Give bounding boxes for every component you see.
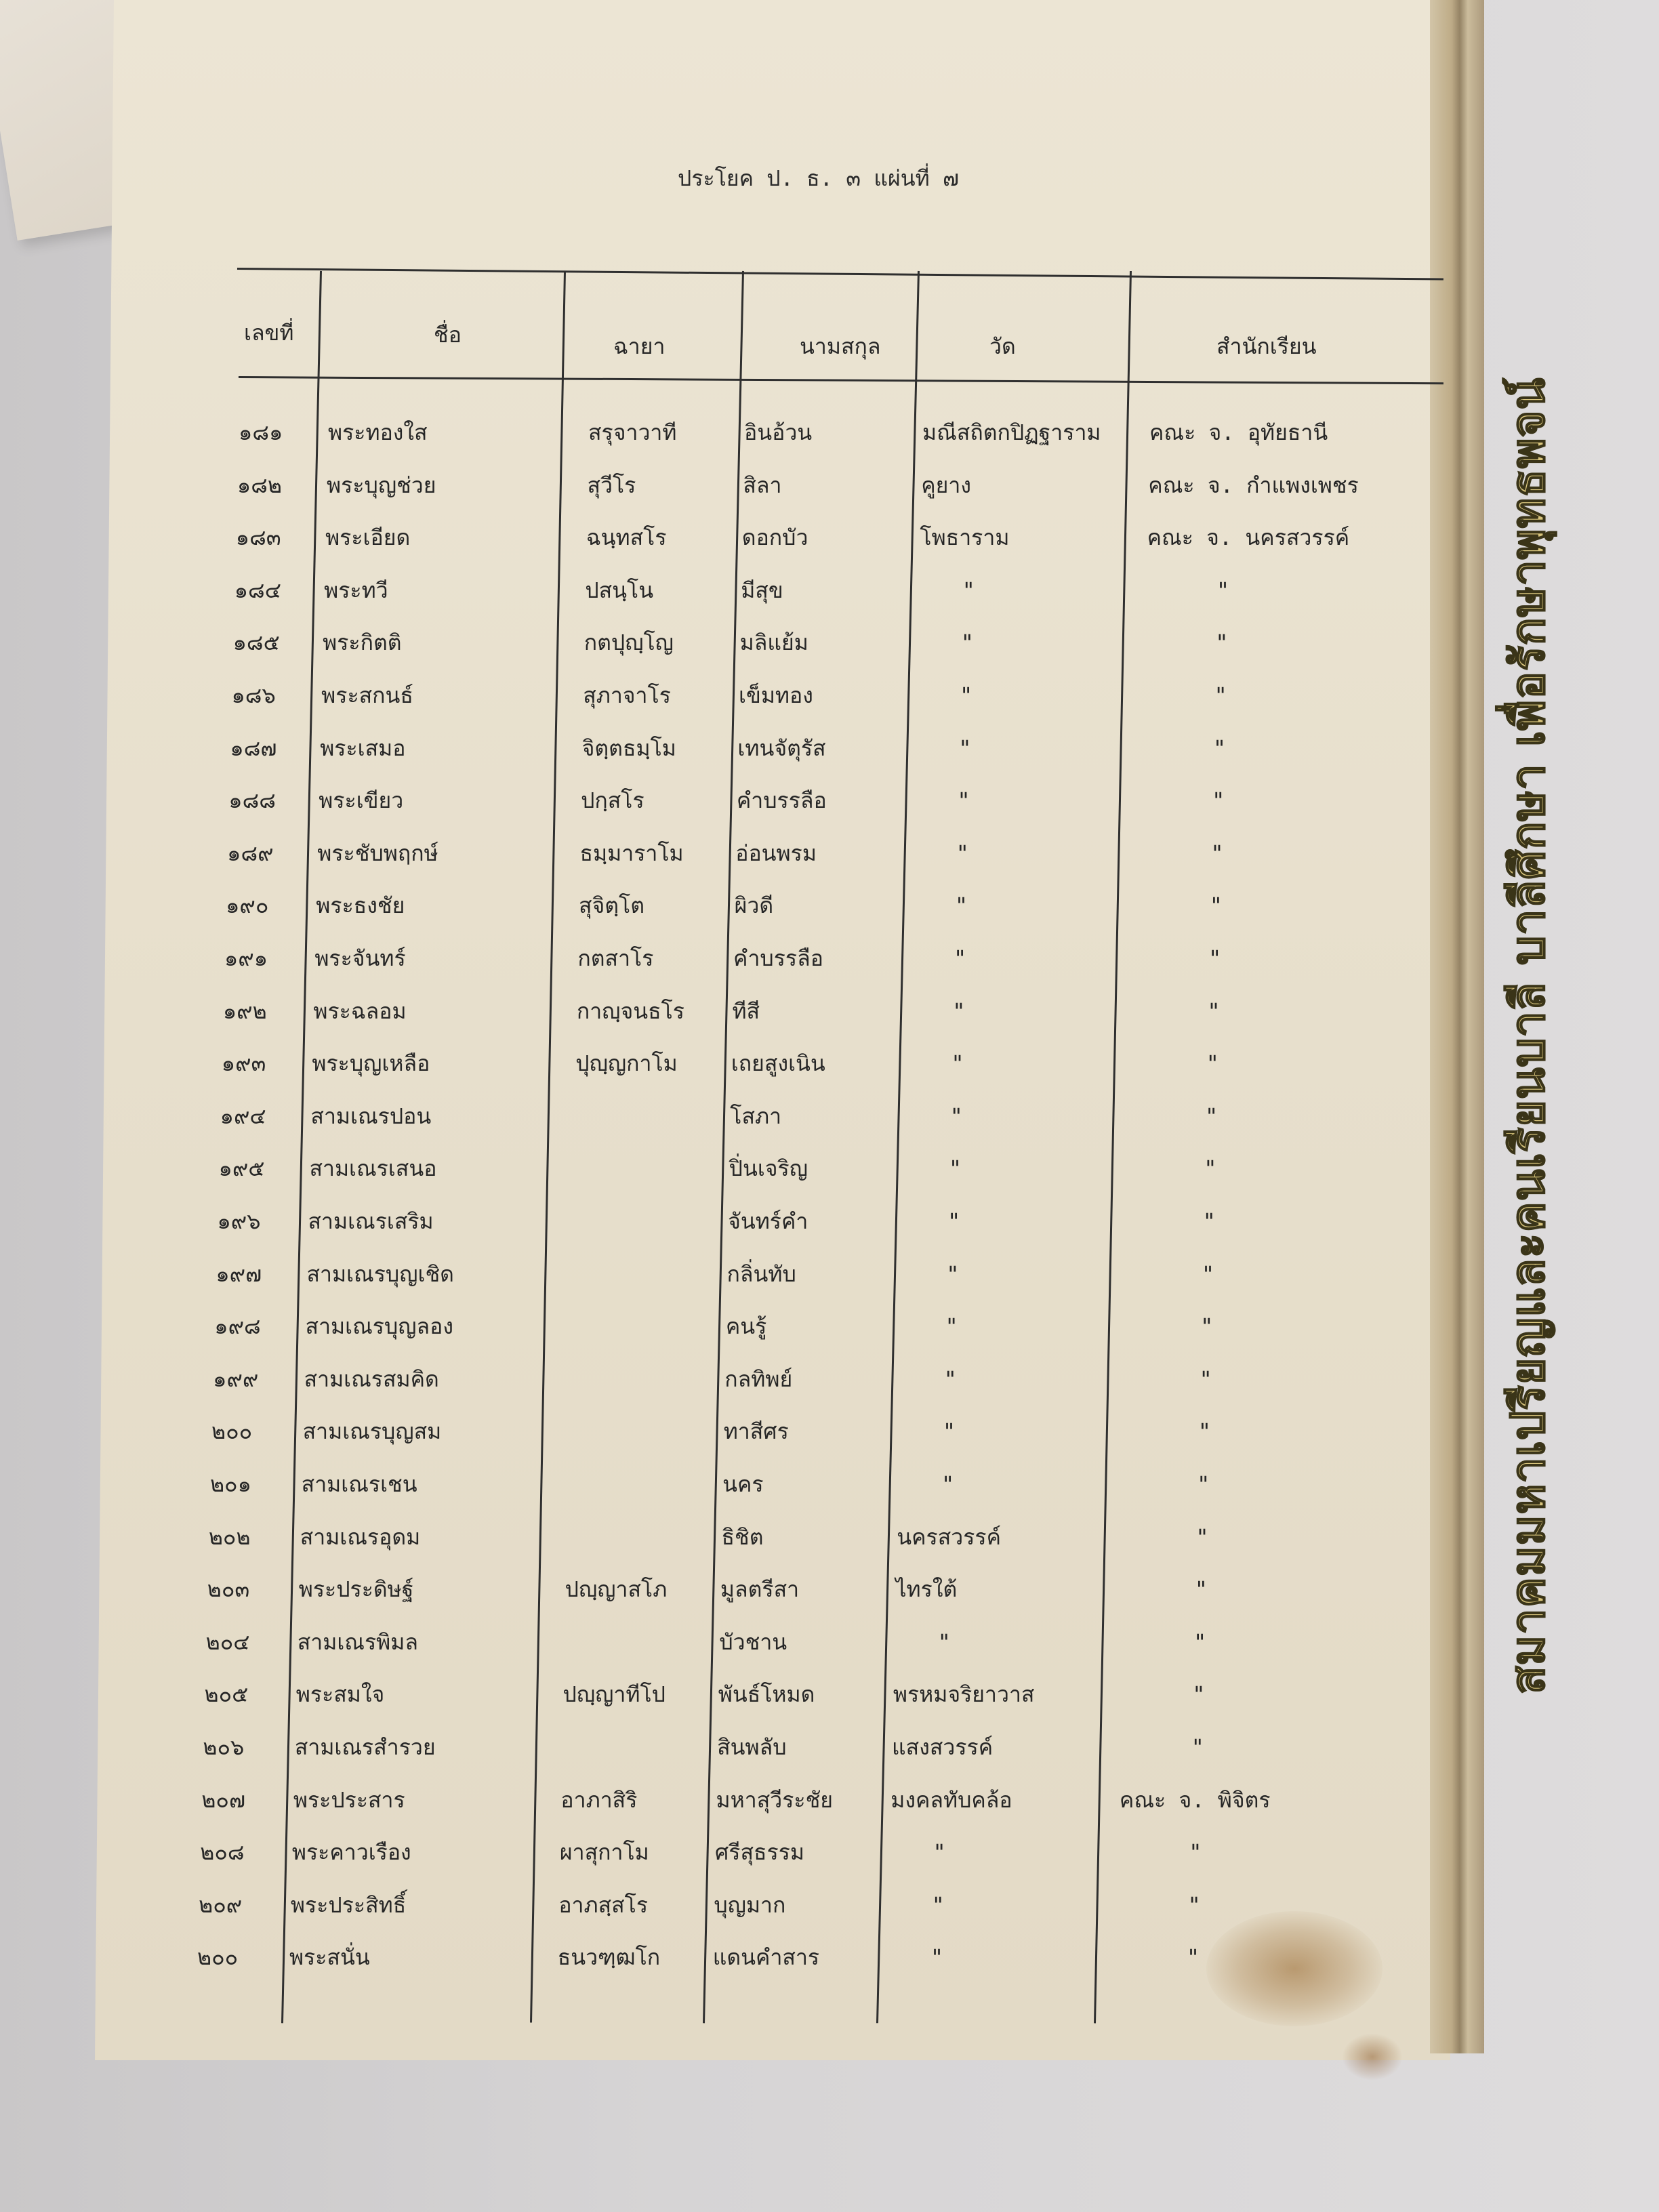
ditto-mark: " bbox=[1197, 1418, 1212, 1445]
ditto-mark: " bbox=[952, 998, 966, 1024]
column-header-dharma-name: ฉายา bbox=[613, 333, 665, 359]
ditto-mark: " bbox=[933, 1839, 946, 1866]
column-header-school: สำนักเรียน bbox=[1216, 333, 1317, 359]
table-cell-name: พระทองใส bbox=[328, 419, 428, 445]
table-cell-dharma-name: กตสาโร bbox=[577, 945, 654, 971]
ditto-mark: " bbox=[1200, 1313, 1214, 1340]
ditto-mark: " bbox=[951, 1050, 964, 1077]
row-number: ๑๘๘ bbox=[228, 787, 276, 814]
table-cell-dharma-name: ปุญฺญกาโม bbox=[575, 1050, 678, 1077]
table-cell-school: คณะ จ. นครสวรรค์ bbox=[1147, 525, 1350, 551]
table-cell-dharma-name: อาภาสิริ bbox=[560, 1786, 638, 1813]
table-cell-surname: จันทร์คำ bbox=[728, 1208, 808, 1234]
table-cell-temple: มณีสถิตกปิฏฐาราม bbox=[922, 419, 1101, 445]
table-cell-name: พระชับพฤกษ์ bbox=[317, 840, 438, 866]
paper-stain bbox=[1206, 1911, 1382, 2026]
column-header-number: เลขที่ bbox=[244, 320, 294, 346]
ditto-mark: " bbox=[942, 1418, 956, 1445]
ditto-mark: " bbox=[1208, 945, 1222, 971]
table-cell-dharma-name: จิตฺตธมฺโม bbox=[581, 735, 676, 761]
table-cell-name: พระคาวเรือง bbox=[291, 1839, 411, 1866]
table-cell-name: สามเณรสำรวย bbox=[294, 1734, 436, 1760]
row-number: ๒๐๕ bbox=[204, 1681, 249, 1708]
ditto-mark: " bbox=[1193, 1629, 1207, 1655]
table-cell-surname: กลทิพย์ bbox=[724, 1366, 793, 1392]
table-cell-name: พระธงชัย bbox=[316, 893, 405, 919]
row-number: ๑๘๖ bbox=[231, 682, 276, 708]
row-number: ๒๐๔ bbox=[205, 1629, 250, 1655]
row-number: ๑๙๒ bbox=[222, 998, 267, 1024]
table-cell-surname: สินพลับ bbox=[717, 1734, 787, 1760]
table-cell-name: สามเณรบุญสม bbox=[302, 1418, 442, 1445]
row-number: ๑๙๘ bbox=[214, 1313, 261, 1340]
ditto-mark: " bbox=[945, 1313, 958, 1340]
ditto-mark: " bbox=[1216, 577, 1230, 603]
ditto-mark: " bbox=[931, 1891, 945, 1918]
table-cell-dharma-name: ปกฺสโร bbox=[581, 787, 644, 814]
table-cell-dharma-name: ธมฺมาราโม bbox=[579, 840, 684, 866]
table-cell-temple: ไทรใต้ bbox=[895, 1576, 958, 1603]
ditto-mark: " bbox=[1207, 998, 1221, 1024]
row-number: ๑๘๔ bbox=[234, 577, 281, 603]
ditto-mark: " bbox=[1194, 1576, 1208, 1603]
table-cell-name: สามเณรบุญลอง bbox=[305, 1313, 453, 1340]
table-cell-surname: เถยสูงเนิน bbox=[731, 1050, 825, 1077]
paper-stain bbox=[1342, 2033, 1403, 2081]
ditto-mark: " bbox=[960, 630, 975, 656]
table-cell-name: สามเณรบุญเชิด bbox=[306, 1261, 454, 1287]
ditto-mark: " bbox=[1214, 682, 1227, 708]
row-number: ๑๙๔ bbox=[220, 1103, 266, 1129]
table-cell-name: สามเณรเชน bbox=[301, 1471, 417, 1497]
table-cell-temple: คูยาง bbox=[921, 472, 971, 498]
table-cell-dharma-name: ธนวฑฺฒโก bbox=[557, 1944, 661, 1971]
row-number: ๒๐๓ bbox=[207, 1576, 250, 1603]
table-cell-surname: ดอกบัว bbox=[741, 525, 808, 551]
table-cell-name: พระสนั่น bbox=[289, 1944, 370, 1971]
table-cell-dharma-name: ปญฺญาสโภ bbox=[565, 1576, 668, 1603]
document-title: ประโยค ป. ธ. ๓ แผ่นที่ ๗ bbox=[678, 165, 960, 191]
table-cell-name: พระประสาร bbox=[293, 1786, 405, 1813]
table-cell-surname: คนรู้ bbox=[725, 1313, 767, 1340]
ditto-mark: " bbox=[1189, 1839, 1202, 1866]
table-cell-surname: เทนจัตุรัส bbox=[737, 735, 826, 761]
table-cell-dharma-name: ปญฺญาทีโป bbox=[562, 1681, 665, 1708]
table-cell-name: พระประสิทธิ์ bbox=[290, 1891, 407, 1918]
row-number: ๑๘๕ bbox=[232, 630, 280, 656]
ditto-mark: " bbox=[1204, 1103, 1218, 1129]
table-cell-name: พระเขียว bbox=[319, 787, 404, 814]
ditto-mark: " bbox=[1206, 1050, 1219, 1077]
row-number: ๑๘๒ bbox=[237, 472, 282, 498]
ditto-mark: " bbox=[958, 735, 972, 761]
table-cell-surname: โสภา bbox=[730, 1103, 782, 1129]
table-cell-name: สามเณรเสริม bbox=[308, 1208, 434, 1234]
ditto-mark: " bbox=[937, 1629, 951, 1655]
ditto-mark: " bbox=[946, 1261, 960, 1287]
table-cell-temple: พรหมจริยาวาส bbox=[893, 1681, 1035, 1708]
ditto-mark: " bbox=[943, 1366, 957, 1392]
ditto-mark: " bbox=[1212, 787, 1225, 814]
ditto-mark: " bbox=[1210, 840, 1224, 866]
table-cell-surname: บุญมาก bbox=[714, 1891, 786, 1918]
row-number: ๒๐๙ bbox=[199, 1891, 243, 1918]
table-cell-name: พระจันทร์ bbox=[314, 945, 406, 971]
table-cell-temple: มงคลทับคล้อ bbox=[890, 1786, 1012, 1813]
table-cell-temple: นครสวรรค์ bbox=[897, 1523, 1001, 1550]
row-number: ๑๙๐ bbox=[226, 893, 269, 919]
table-cell-temple: โพธาราม bbox=[920, 525, 1010, 551]
table-cell-surname: ปิ่นเจริญ bbox=[729, 1155, 808, 1182]
ditto-mark: " bbox=[947, 1208, 961, 1234]
table-cell-surname: บัวชาน bbox=[719, 1629, 787, 1655]
table-cell-name: พระสมใจ bbox=[295, 1681, 385, 1708]
table-cell-dharma-name: ฉนฺทสโร bbox=[586, 525, 667, 551]
table-cell-surname: นคร bbox=[722, 1471, 764, 1497]
table-cell-dharma-name: สรุจาวาที bbox=[588, 419, 677, 445]
table-cell-surname: สิลา bbox=[743, 472, 782, 498]
row-number: ๒๐๘ bbox=[200, 1839, 245, 1866]
table-cell-name: สามเณรพิมล bbox=[297, 1629, 418, 1655]
table-cell-surname: ทาสีศร bbox=[723, 1418, 789, 1445]
table-cell-surname: ทีสี bbox=[732, 998, 760, 1024]
row-number: ๑๙๕ bbox=[218, 1155, 265, 1182]
row-number: ๑๘๗ bbox=[230, 735, 277, 761]
table-cell-dharma-name: กาญฺจนธโร bbox=[576, 998, 684, 1024]
ditto-mark: " bbox=[1197, 1471, 1210, 1497]
row-number: ๑๙๙ bbox=[213, 1366, 259, 1392]
ditto-mark: " bbox=[1199, 1366, 1212, 1392]
table-cell-name: สามเณรปอน bbox=[310, 1103, 432, 1129]
table-cell-surname: คำบรรลือ bbox=[736, 787, 827, 814]
row-number: ๑๙๑ bbox=[224, 945, 268, 971]
row-number: ๒๐๐ bbox=[197, 1944, 239, 1971]
table-cell-dharma-name: สุวีโร bbox=[587, 472, 636, 498]
table-cell-surname: อ่อนพรม bbox=[735, 840, 817, 866]
table-cell-name: พระสกนธ์ bbox=[321, 682, 413, 708]
table-cell-surname: แดนคำสาร bbox=[712, 1944, 820, 1971]
ditto-mark: " bbox=[949, 1103, 963, 1129]
row-number: ๒๐๗ bbox=[201, 1786, 245, 1813]
table-cell-surname: มหาสุวีระชัย bbox=[716, 1786, 834, 1813]
ditto-mark: " bbox=[960, 682, 973, 708]
column-header-temple: วัด bbox=[989, 333, 1016, 359]
ditto-mark: " bbox=[1186, 1944, 1200, 1971]
table-cell-name: สามเณรเสนอ bbox=[309, 1155, 437, 1182]
ditto-mark: " bbox=[1187, 1891, 1201, 1918]
table-cell-dharma-name: สุจิตฺโต bbox=[578, 893, 644, 919]
table-cell-name: พระเอียด bbox=[325, 525, 411, 551]
table-cell-name: พระเสมอ bbox=[320, 735, 406, 761]
table-cell-dharma-name: สุภาจาโร bbox=[583, 682, 671, 708]
ditto-mark: " bbox=[1215, 630, 1229, 656]
watermark-text: สมาคมมหาเปรียญและคนเรียนบาลี บาลีศึกษา เพื่อรักษาพุทธพจน์ bbox=[1502, 377, 1555, 1694]
table-cell-surname: มูลตรีสา bbox=[720, 1576, 800, 1603]
ditto-mark: " bbox=[1195, 1523, 1209, 1550]
table-cell-school: คณะ จ. พิจิตร bbox=[1119, 1786, 1271, 1813]
table-cell-surname: มีสุข bbox=[741, 577, 783, 603]
ditto-mark: " bbox=[1201, 1261, 1215, 1287]
column-header-surname: นามสกุล bbox=[800, 333, 881, 359]
row-number: ๒๐๖ bbox=[203, 1734, 245, 1760]
row-number: ๑๙๖ bbox=[217, 1208, 261, 1234]
ditto-mark: " bbox=[1204, 1155, 1217, 1182]
table-cell-surname: พันธ์โหมด bbox=[718, 1681, 815, 1708]
ditto-mark: " bbox=[954, 893, 968, 919]
table-cell-name: สามเณรสมคิด bbox=[304, 1366, 439, 1392]
table-cell-name: สามเณรอุดม bbox=[300, 1523, 421, 1550]
ditto-mark: " bbox=[1209, 893, 1223, 919]
table-cell-name: พระประดิษฐ์ bbox=[298, 1576, 414, 1603]
column-header-name: ชื่อ bbox=[434, 322, 462, 348]
ditto-mark: " bbox=[1192, 1681, 1206, 1708]
ditto-mark: " bbox=[962, 577, 975, 603]
table-cell-dharma-name: ปสนฺโน bbox=[585, 577, 654, 603]
table-cell-name: พระฉลอม bbox=[313, 998, 407, 1024]
ditto-mark: " bbox=[930, 1944, 944, 1971]
table-cell-surname: กลิ่นทับ bbox=[726, 1261, 796, 1287]
table-cell-name: พระบุญเหลือ bbox=[312, 1050, 430, 1077]
row-number: ๑๙๗ bbox=[216, 1261, 262, 1287]
table-cell-dharma-name: อาภสฺสโร bbox=[558, 1891, 649, 1918]
table-cell-temple: แสงสวรรค์ bbox=[892, 1734, 994, 1760]
ditto-mark: " bbox=[1202, 1208, 1216, 1234]
row-number: ๑๘๓ bbox=[235, 525, 281, 551]
stacked-page-edges bbox=[1430, 0, 1484, 2053]
row-number: ๒๐๒ bbox=[208, 1523, 251, 1550]
table-cell-dharma-name: กตปุญฺโญ bbox=[583, 630, 674, 656]
table-cell-surname: ธิชิต bbox=[721, 1523, 764, 1550]
ditto-mark: " bbox=[1212, 735, 1227, 761]
table-cell-school: คณะ จ. อุทัยธานี bbox=[1149, 419, 1328, 445]
row-number: ๑๘๙ bbox=[227, 840, 274, 866]
table-cell-surname: อินอ้วน bbox=[744, 419, 813, 445]
table-cell-school: คณะ จ. กำแพงเพชร bbox=[1148, 472, 1359, 498]
ditto-mark: " bbox=[1191, 1734, 1204, 1760]
ditto-mark: " bbox=[956, 840, 969, 866]
row-number: ๒๐๑ bbox=[209, 1471, 251, 1497]
table-cell-name: พระกิตติ bbox=[323, 630, 402, 656]
row-number: ๒๐๐ bbox=[211, 1418, 253, 1445]
table-cell-surname: เข็มทอง bbox=[739, 682, 813, 708]
table-cell-surname: ศรีสุธรรม bbox=[714, 1839, 804, 1866]
ditto-mark: " bbox=[954, 945, 967, 971]
table-cell-surname: มลิแย้ม bbox=[739, 630, 808, 656]
table-cell-name: พระบุญช่วย bbox=[327, 472, 436, 498]
table-cell-dharma-name: ผาสุกาโม bbox=[559, 1839, 649, 1866]
table-cell-name: พระทวี bbox=[324, 577, 388, 603]
table-cell-surname: คำบรรลือ bbox=[733, 945, 823, 971]
ditto-mark: " bbox=[957, 787, 970, 814]
row-number: ๑๘๑ bbox=[239, 419, 283, 445]
ditto-mark: " bbox=[948, 1155, 962, 1182]
ditto-mark: " bbox=[941, 1471, 955, 1497]
table-cell-surname: ผิวดี bbox=[734, 893, 774, 919]
row-number: ๑๙๓ bbox=[221, 1050, 266, 1077]
